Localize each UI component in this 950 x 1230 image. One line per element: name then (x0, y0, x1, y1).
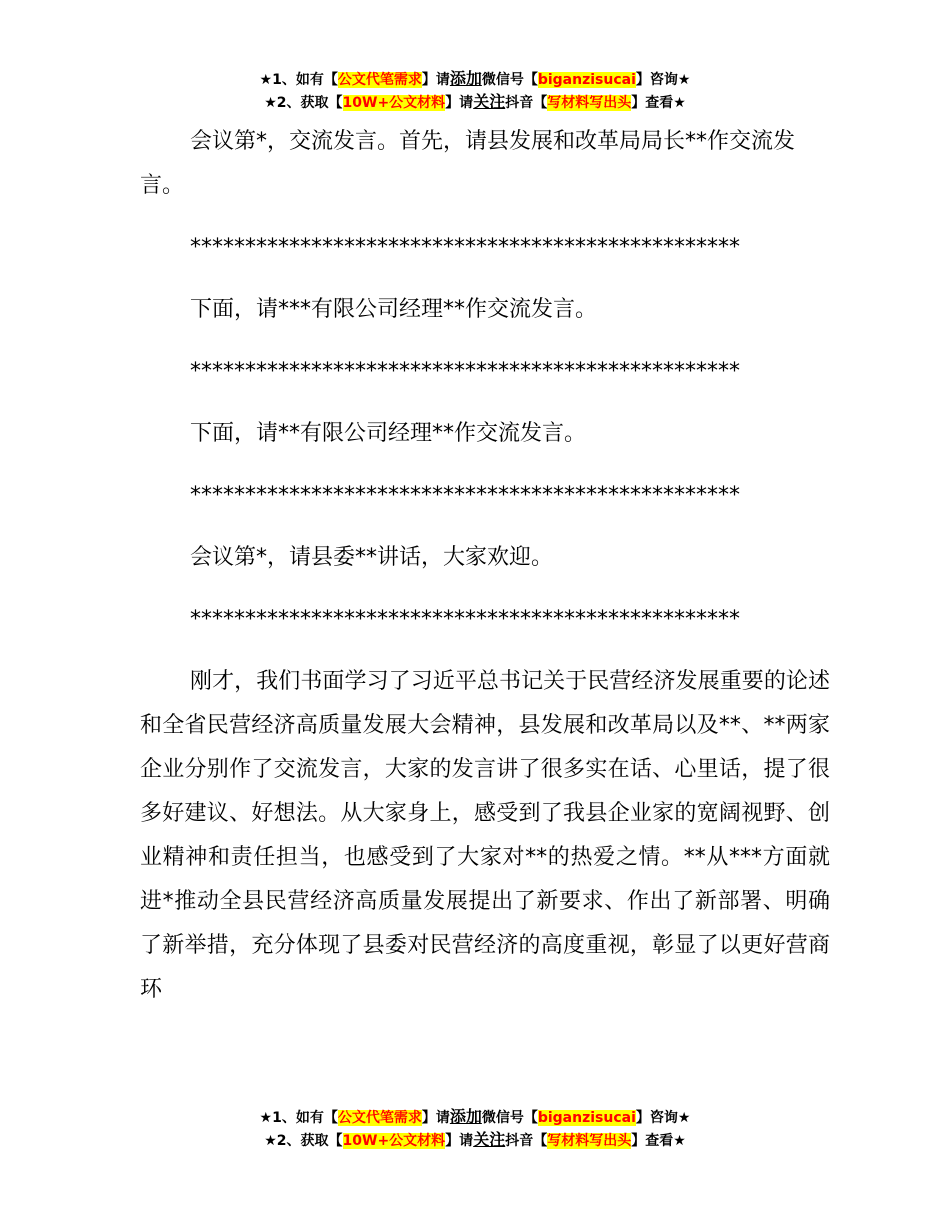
banner-text: ★1、如有【 (259, 72, 338, 88)
banner-highlight: 10W+公文材料 (342, 1133, 446, 1149)
asterisk-separator: ************************************************** (190, 359, 740, 384)
banner-underlined: 关注 (473, 92, 506, 111)
banner-line-2 (0, 1129, 950, 1152)
banner-highlight: biganzisucai (537, 72, 636, 88)
banner-text: ★1、如有【 (259, 1110, 338, 1126)
document-body (140, 120, 830, 1012)
banner-text: 】查看★ (631, 1133, 686, 1149)
banner-highlight: 公文代笔需求 (337, 72, 422, 88)
banner-text: 微信号【 (481, 72, 538, 88)
banner-underlined: 添加 (449, 1107, 482, 1126)
banner-text: 】请 (445, 1133, 474, 1149)
banner-line-1 (0, 68, 950, 91)
asterisk-separator: ************************************************** (190, 607, 740, 632)
paragraph: 会议第*，请县委**讲话，大家欢迎。 (190, 545, 554, 570)
paragraph: 下面，请**有限公司经理**作交流发言。 (190, 421, 587, 446)
banner-highlight: 写材料写出头 (547, 95, 632, 111)
banner-line-1 (0, 1106, 950, 1129)
banner-text: 】咨询★ (635, 72, 691, 88)
banner-text: ★2、获取【 (264, 1133, 343, 1149)
banner-text: ★2、获取【 (264, 95, 343, 111)
banner-text: 微信号【 (481, 1110, 538, 1126)
header-banner (0, 68, 950, 114)
banner-underlined: 添加 (449, 69, 482, 88)
banner-underlined: 关注 (473, 1130, 506, 1149)
banner-text: 】咨询★ (635, 1110, 691, 1126)
banner-line-2 (0, 91, 950, 114)
banner-text: 】请 (421, 72, 450, 88)
paragraph: 会议第*，交流发言。首先，请县发展和改革局局长**作交流发言。 (140, 129, 796, 198)
paragraph: 下面，请***有限公司经理**作交流发言。 (190, 297, 598, 322)
banner-text: 】查看★ (631, 95, 686, 111)
footer-banner (0, 1106, 950, 1152)
banner-highlight: 公文代笔需求 (337, 1110, 422, 1126)
paragraph: 刚才，我们书面学习了习近平总书记关于民营经济发展重要的论述和全省民营经济高质量发展大会精神，县发展和改革局以及**、**两家企业分别作了交流发言，大家的发言讲了很多实在话、心里话，提了很多好建议、好想法。从大家身上，感受到了我县企业家的宽阔视野、创业精神和责任担当，也感受到了大家对**的热爱之情。**从***方面就进*推动全县民营经济高质量发展提出了新要求、作出了新部署、明确了新举措，充分体现了县委对民营经济的高度重视，彰显了以更好营商环 (140, 669, 830, 1002)
banner-highlight: 10W+公文材料 (342, 95, 446, 111)
asterisk-separator: ************************************************** (190, 235, 740, 260)
banner-text: 抖音【 (505, 95, 548, 111)
banner-highlight: 写材料写出头 (547, 1133, 632, 1149)
banner-text: 】请 (445, 95, 474, 111)
banner-text: 抖音【 (505, 1133, 548, 1149)
asterisk-separator: ************************************************** (190, 483, 740, 508)
banner-highlight: biganzisucai (537, 1110, 636, 1126)
banner-text: 】请 (421, 1110, 450, 1126)
